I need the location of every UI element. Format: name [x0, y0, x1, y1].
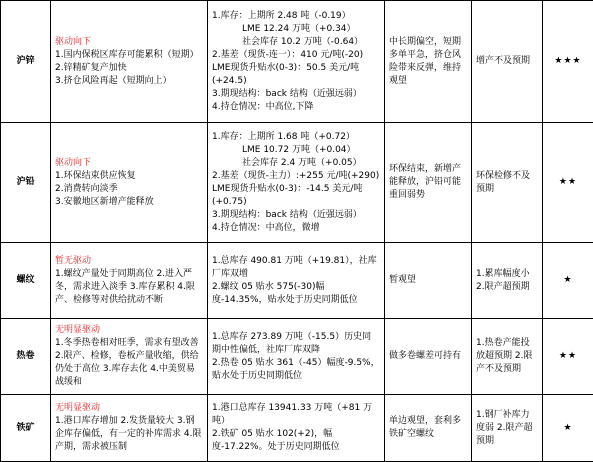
drivers-title: 暂无驱动 [55, 255, 203, 268]
fundamental-item: 2.铁矿 05 贴水 102(+2)，幅度-17.22%。处于历史同期低位 [212, 428, 380, 454]
fundamental-item: 4.持仓情况：中高位，微增 [212, 222, 380, 235]
fundamental-item: 社会库存 10.2 万吨（-0.64） [212, 36, 380, 49]
strategy-cell: 暂观望 [385, 243, 472, 319]
commodity-name: 沪铅 [1, 123, 51, 243]
fundamental-item: 1.总库存 490.81 万吨（+19.81），社库厂库双增 [212, 255, 380, 281]
drivers-title: 驱动向下 [55, 157, 203, 170]
driver-item: 3.挤仓风险再起（短期向上） [55, 75, 203, 88]
expectation-cell: 1.钢厂补库力度弱 2.限产超预期 [472, 395, 543, 462]
fundamental-item: 2.基差（现货-主力）:+255 元/吨(+290) [212, 170, 380, 183]
driver-item: 2.消费转向淡季 [55, 183, 203, 196]
expectation-cell: 1.累库幅度小 2.限产超预期 [472, 243, 543, 319]
fundamental-item: 1.库存：上期所 1.68 吨（+0.72） [212, 131, 380, 144]
fundamental-item: 1.库存：上期所 2.48 吨（-0.19） [212, 10, 380, 23]
fundamentals-cell [208, 1, 385, 123]
fundamental-item: 社会库存 2.4 万吨（+0.05） [212, 157, 380, 170]
driver-item: 2.锌精矿复产加快 [55, 62, 203, 75]
expectation-cell: 1.热卷产能投放超预期 2.限产不及预期 [472, 319, 543, 395]
commodity-name: 铁矿 [1, 395, 51, 462]
driver-item: 3.安徽地区新增产能释放 [55, 196, 203, 209]
fundamental-item: 3.期现结构：back 结构（近强远弱） [212, 209, 380, 222]
fundamental-item: 1.总库存 273.89 万吨（-15.5）历史同期中性偏低，社库厂库双降 [212, 331, 380, 357]
fundamental-item: 2.螺纹 05 贴水 575(-30)幅度-14.35%，贴水处于历史同期低位 [212, 281, 380, 307]
fundamentals-cell [208, 395, 385, 462]
fundamental-item: 2.热卷 05 贴水 361（-45）幅度-9.5%，贴水处于历史同期低位 [212, 357, 380, 383]
rating-stars: ★ [543, 243, 593, 319]
fundamental-item: 1.港口总库存 13941.33 万吨（+81 万吨） [212, 402, 380, 428]
fundamental-item: LME现货升贴水(0-3)：-14.5 美元/吨(+0.75) [212, 183, 380, 209]
expectation-cell: 环保检修不及预期 [472, 123, 543, 243]
commodity-name: 热卷 [1, 319, 51, 395]
fundamental-item: 2.基差（现货-连一）：410 元/吨(-20) [212, 49, 380, 62]
rating-stars: ★★★ [543, 1, 593, 123]
strategy-cell: 单边观望，套利多铁矿空螺纹 [385, 395, 472, 462]
strategy-cell: 环保结束，新增产能释放，沪铅可能重回弱势 [385, 123, 472, 243]
table-row [1, 319, 593, 395]
driver-item: 1.环保结束供应恢复 [55, 170, 203, 183]
expectation-cell: 增产不及预期 [472, 1, 543, 123]
fundamentals-cell [208, 319, 385, 395]
rating-stars: ★★ [543, 319, 593, 395]
drivers-title: 驱动向下 [55, 36, 203, 49]
driver-item: 1.冬季热卷相对旺季，需求有望改善 2.限产、检修，卷板产量收缩，供给仍处于高位 3.库存去化 4.中美贸易战缓和 [55, 337, 203, 389]
fundamentals-cell [208, 243, 385, 319]
driver-item: 1.国内保税区库存可能累积（短期） [55, 49, 203, 62]
strategy-cell: 中长期偏空，短期多单平急，挤仓风险带来反弹，维持观望 [385, 1, 472, 123]
rating-stars: ★★ [543, 123, 593, 243]
drivers-cell [51, 243, 208, 319]
drivers-cell [51, 395, 208, 462]
drivers-cell [51, 319, 208, 395]
fundamental-item: LME现货升贴水(0-3)：50.5 美元/吨(+24.5) [212, 62, 380, 88]
drivers-title: 无明显驱动 [55, 324, 203, 337]
driver-item: 1.港口库存增加 2.发货量较大 3.钢企库存偏低，有一定的补库需求 4.限产期，需求被压制 [55, 415, 203, 454]
commodity-name: 沪锌 [1, 1, 51, 123]
commodity-name: 螺纹 [1, 243, 51, 319]
fundamental-item: LME 10.72 万吨（+0.04） [212, 144, 380, 157]
table-row [1, 243, 593, 319]
drivers-cell [51, 123, 208, 243]
rating-stars: ★ [543, 395, 593, 462]
fundamental-item: LME 12.24 万吨（+0.34） [212, 23, 380, 36]
table-row [1, 123, 593, 243]
fundamental-item: 4.持仓情况：中高位,下降 [212, 101, 380, 114]
drivers-cell [51, 1, 208, 123]
strategy-cell: 做多卷螺差可持有 [385, 319, 472, 395]
fundamental-item: 3.期现结构：back 结构（近强远弱） [212, 88, 380, 101]
table-row [1, 1, 593, 123]
drivers-title: 无明显驱动 [55, 402, 203, 415]
table-row [1, 395, 593, 462]
driver-item: 1.螺纹产量处于同期高位 2.进入严冬，需求进入淡季 3.库存累积 4.限产、检修等对供给扰动不断 [55, 268, 203, 307]
fundamentals-cell [208, 123, 385, 243]
